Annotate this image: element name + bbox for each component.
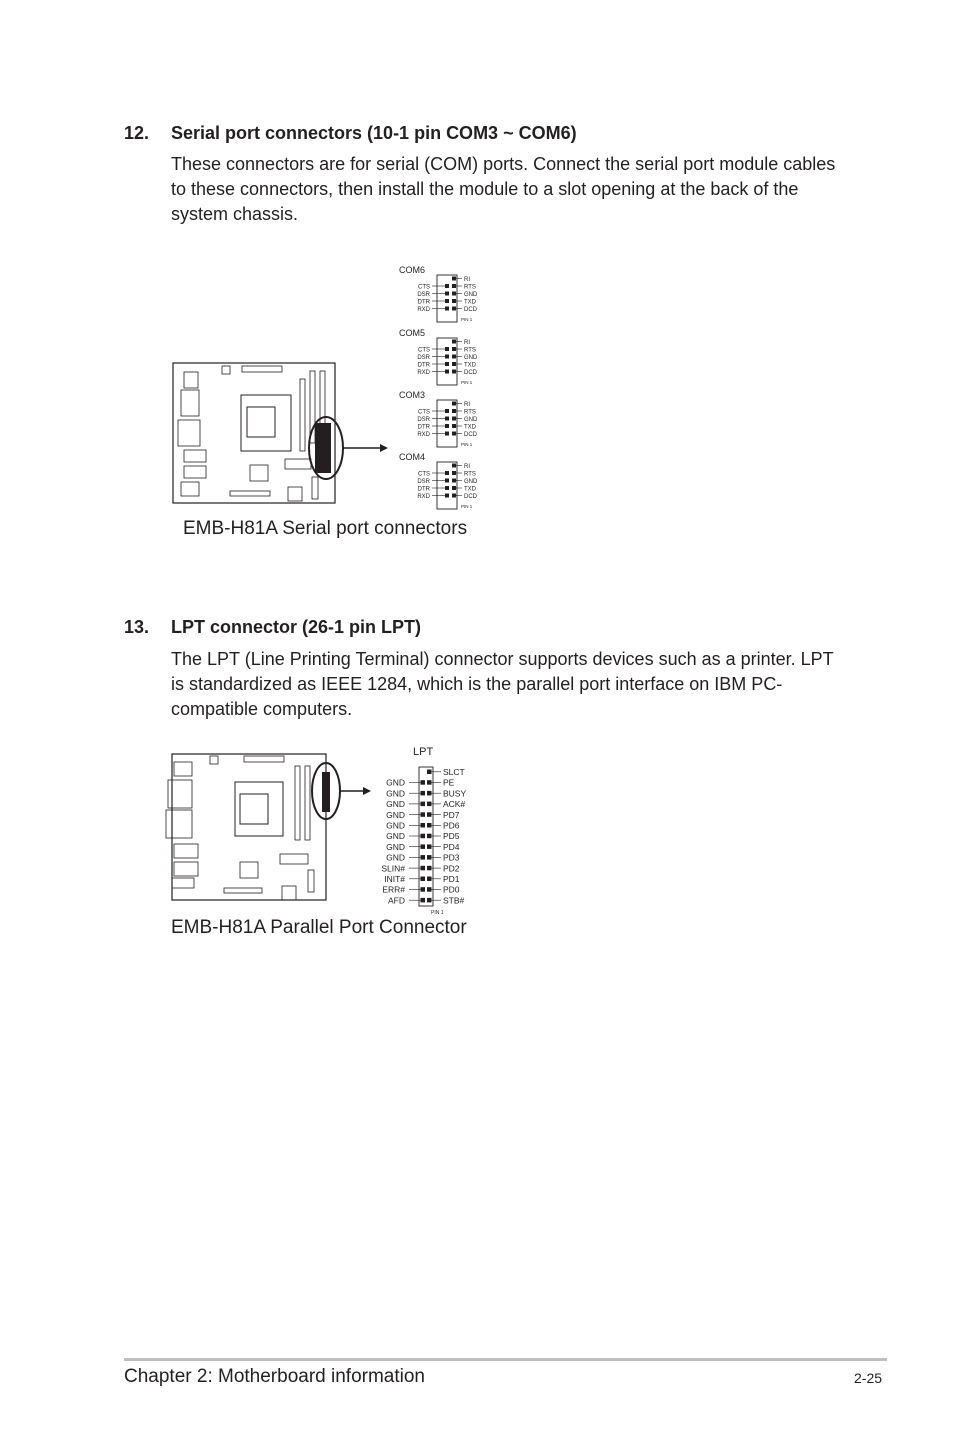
pin-label: DSR [417, 355, 430, 361]
pin [452, 432, 456, 436]
pin [445, 355, 449, 359]
pin-label: PD5 [443, 831, 460, 842]
pin [445, 409, 449, 413]
section-13-number: 13. [124, 617, 150, 637]
pin-label: SLIN# [381, 863, 405, 874]
pin-label: CTS [418, 471, 430, 478]
pin-label: GND [464, 417, 478, 423]
pin-label: ACK# [443, 799, 466, 810]
pin [452, 417, 456, 421]
pin [421, 887, 426, 892]
pin [445, 370, 449, 374]
pin-label: CTS [418, 409, 430, 416]
pin [452, 347, 456, 351]
pin [427, 823, 432, 828]
pin-label: STB# [443, 895, 465, 906]
pin-label: PE [443, 777, 455, 788]
pin [452, 340, 456, 344]
pin [452, 409, 456, 413]
pin-label: TXD [464, 299, 476, 306]
pin [452, 299, 456, 303]
pin [427, 812, 432, 817]
pin [445, 486, 449, 490]
pin [445, 471, 449, 475]
lpt-connector [381, 746, 466, 916]
pin [427, 877, 432, 882]
pin [445, 479, 449, 483]
pin-label: GND [386, 841, 405, 852]
pin [427, 844, 432, 849]
pin [445, 347, 449, 351]
pin1-label: PIN 1 [431, 910, 444, 916]
pin [452, 362, 456, 366]
pin [452, 424, 456, 428]
pin [421, 898, 426, 903]
motherboard-diagram [166, 754, 330, 900]
pin [452, 479, 456, 483]
pin [445, 494, 449, 498]
pin-label: PD7 [443, 809, 460, 820]
pin-label: GND [464, 292, 478, 298]
pin-label: RI [464, 277, 470, 283]
pin [452, 370, 456, 374]
section-12-number: 12. [124, 123, 150, 143]
pin [452, 277, 456, 281]
pin [445, 292, 449, 296]
pin-label: GND [386, 831, 405, 842]
pin [452, 486, 456, 490]
lpt-pinout [381, 746, 466, 916]
pin-label: DCD [464, 370, 477, 376]
pin [452, 284, 456, 288]
pin [421, 780, 426, 785]
pin [427, 866, 432, 871]
pin-label: PD0 [443, 884, 460, 895]
pin-label: GND [386, 852, 405, 863]
pin [427, 887, 432, 892]
pin [445, 307, 449, 311]
header-outline [437, 338, 457, 385]
pin-label: DTR [417, 362, 430, 369]
com-connector-com6 [399, 265, 478, 322]
pin1-label: PIN 1 [461, 317, 473, 322]
pin-label: RTS [464, 409, 476, 416]
arrow-head-icon [363, 787, 371, 795]
pin-label: GND [386, 809, 405, 820]
pin [421, 844, 426, 849]
lpt-caption: EMB-H81A Parallel Port Connector [171, 917, 467, 938]
pin-label: RTS [464, 347, 476, 354]
pin [452, 494, 456, 498]
com-name: COM5 [399, 328, 426, 338]
pin-label: DTR [417, 486, 430, 493]
com-connector-com3 [399, 390, 478, 447]
pin1-label: PIN 1 [461, 442, 473, 447]
pin-label: DSR [417, 479, 430, 485]
pin-label: DCD [464, 494, 477, 500]
pin-label: ERR# [382, 884, 405, 895]
com-name: COM6 [399, 265, 426, 275]
pin-label: DTR [417, 424, 430, 431]
pin-label: TXD [464, 486, 476, 493]
pin-label: DCD [464, 307, 477, 313]
pin-label: AFD [388, 895, 405, 906]
pin-label: DSR [417, 292, 430, 298]
pin-label: GND [464, 355, 478, 361]
pin-label: PD6 [443, 820, 460, 831]
section-13-title: LPT connector (26-1 pin LPT) [171, 617, 422, 637]
pin [421, 855, 426, 860]
pin [427, 770, 432, 775]
footer-rule [124, 1358, 887, 1361]
pin [452, 471, 456, 475]
arrow-head-icon [380, 444, 388, 452]
pin [427, 802, 432, 807]
com-pinouts [399, 265, 478, 509]
pin-label: GND [386, 820, 405, 831]
pin-label: RXD [417, 370, 430, 376]
pin [421, 866, 426, 871]
pin-label: GND [386, 788, 405, 799]
pin-label: DTR [417, 299, 430, 306]
pin-label: GND [464, 479, 478, 485]
pin [421, 823, 426, 828]
pin-label: SLCT [443, 767, 465, 777]
pin [427, 855, 432, 860]
section-12-title: Serial port connectors (10-1 pin COM3 ~ COM6) [171, 123, 577, 143]
com-connector-com5 [399, 328, 478, 385]
pin [427, 780, 432, 785]
pin-label: TXD [464, 424, 476, 431]
serial-caption: EMB-H81A Serial port connectors [183, 518, 468, 539]
com-name: COM3 [399, 390, 426, 400]
pin-label: PD2 [443, 863, 460, 874]
pin-label: RI [464, 402, 470, 408]
com-name: COM4 [399, 452, 426, 462]
pin-label: INIT# [384, 874, 405, 884]
pin-label: RTS [464, 284, 476, 291]
pin [445, 424, 449, 428]
pin-label: TXD [464, 362, 476, 369]
pin [445, 299, 449, 303]
pin-label: DSR [417, 417, 430, 423]
pin [421, 812, 426, 817]
pin [427, 834, 432, 839]
pin [452, 464, 456, 468]
com-connector-com4 [399, 452, 478, 509]
pin [452, 292, 456, 296]
pin [445, 417, 449, 421]
pin [452, 355, 456, 359]
lpt-diagram [160, 738, 500, 920]
page-number: 2-25 [854, 1370, 883, 1386]
pin-label: PD3 [443, 852, 460, 863]
header-outline [437, 462, 457, 509]
pin [421, 802, 426, 807]
pin-label: CTS [418, 284, 430, 291]
pin [445, 362, 449, 366]
pin-label: RTS [464, 471, 476, 478]
lpt-name: LPT [413, 746, 434, 758]
footer-chapter: Chapter 2: Motherboard information [124, 1366, 425, 1387]
pin [445, 284, 449, 288]
pin-label: RI [464, 340, 470, 346]
pin [427, 898, 432, 903]
pin-label: GND [386, 777, 405, 788]
pin-label: RXD [417, 494, 430, 500]
pin [421, 791, 426, 796]
pin-label: GND [386, 799, 405, 810]
section-12-body: These connectors are for serial (COM) ports. Connect the serial port module cables to these connectors, then install the module to a slot opening at the back of the system chassis. [171, 154, 836, 224]
pin-label: RXD [417, 432, 430, 438]
section-13-body: The LPT (Line Printing Terminal) connector supports devices such as a printer. LPT is standardized as IEEE 1284, which is the parallel port interface on IBM PC-compatible computers. [171, 649, 834, 719]
pin [452, 402, 456, 406]
pin-label: BUSY [443, 788, 467, 799]
pin [427, 791, 432, 796]
header-outline [437, 400, 457, 447]
header-outline [437, 275, 457, 322]
pin1-label: PIN 1 [461, 504, 473, 509]
pin [421, 877, 426, 882]
pin [421, 834, 426, 839]
pin-label: PD4 [443, 841, 460, 852]
pin1-label: PIN 1 [461, 380, 473, 385]
pin [452, 307, 456, 311]
pin-label: RXD [417, 307, 430, 313]
pin-label: CTS [418, 347, 430, 354]
pin-label: DCD [464, 432, 477, 438]
pin-label: RI [464, 464, 470, 470]
serial-port-diagram [170, 255, 530, 517]
pin [445, 432, 449, 436]
pin-label: PD1 [443, 874, 460, 884]
